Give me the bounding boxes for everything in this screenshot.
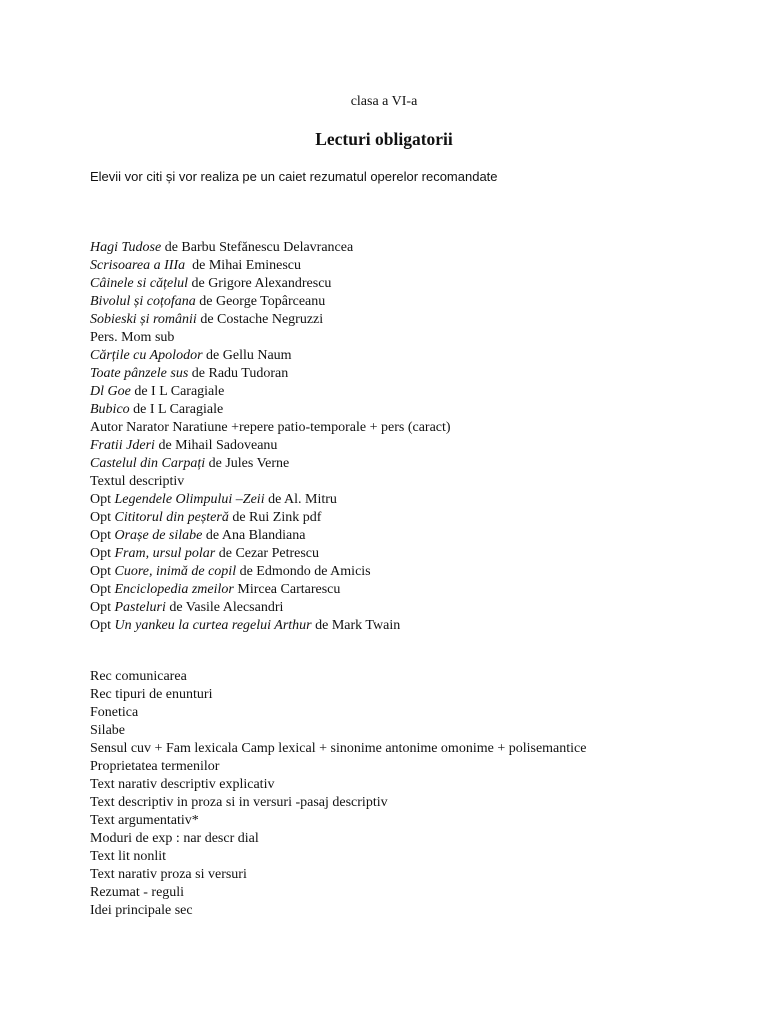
reading-author: de Jules Verne: [205, 456, 290, 471]
reading-item: [90, 419, 451, 437]
reading-title: Fratii Jderi: [90, 438, 155, 453]
reading-title: Legendele Olimpului –Zeii: [114, 492, 265, 507]
reading-author: de Edmondo de Amicis: [236, 564, 371, 579]
reading-author: de I L Caragiale: [129, 402, 224, 417]
reading-prefix: Opt: [90, 492, 115, 507]
reading-item: [90, 527, 451, 545]
reading-prefix: Pers. Mom sub: [90, 330, 175, 345]
reading-item: [90, 581, 451, 599]
reading-title: Enciclopedia zmeilor: [114, 582, 234, 597]
topic-item: Idei principale sec: [90, 903, 193, 918]
topic-item: Moduri de exp : nar descr dial: [90, 831, 259, 846]
topic-item: Proprietatea termenilor: [90, 759, 220, 774]
topic-item: Fonetica: [90, 705, 139, 720]
topic-item: Text argumentativ*: [90, 813, 199, 828]
topic-item: Rec comunicarea: [90, 669, 187, 684]
reading-title: Fram, ursul polar: [114, 546, 216, 561]
reading-prefix: Opt: [90, 618, 115, 633]
reading-item: [90, 383, 451, 401]
reading-author: de Al. Mitru: [264, 492, 337, 507]
reading-prefix: Opt: [90, 600, 115, 615]
reading-title: Sobieski și românii: [90, 312, 197, 327]
reading-title: Bivolul și coțofana: [90, 294, 196, 309]
reading-item: [90, 509, 451, 527]
reading-author: de Mihai Eminescu: [185, 258, 302, 273]
reading-item: [90, 437, 451, 455]
reading-item: [90, 311, 451, 329]
reading-title: Pasteluri: [114, 600, 166, 615]
reading-author: de Mihail Sadoveanu: [154, 438, 278, 453]
reading-item: [90, 293, 451, 311]
reading-title: Dl Goe: [90, 384, 131, 399]
reading-author: de Rui Zink pdf: [228, 510, 322, 525]
reading-author: de Mark Twain: [311, 618, 401, 633]
reading-author: de Radu Tudoran: [188, 366, 289, 381]
reading-item: [90, 239, 451, 257]
class-label: clasa a VI-a: [350, 94, 418, 109]
reading-title: Castelul din Carpați: [90, 456, 206, 471]
reading-item: [90, 275, 451, 293]
topic-item: Text narativ proza si versuri: [90, 867, 247, 882]
reading-item: [90, 617, 451, 635]
reading-title: Un yankeu la curtea regelui Arthur: [114, 618, 312, 633]
reading-item: [90, 473, 451, 491]
reading-author: de Grigore Alexandrescu: [187, 276, 332, 291]
topic-list: [90, 668, 586, 920]
reading-item: [90, 401, 451, 419]
page-title: Lecturi obligatorii: [315, 129, 453, 149]
topic-item: Text descriptiv in proza si in versuri -pasaj descriptiv: [90, 795, 388, 810]
reading-title: Câinele si cățelul: [90, 276, 188, 291]
reading-item: [90, 491, 451, 509]
reading-item: [90, 347, 451, 365]
topic-item: Rec tipuri de enunturi: [90, 687, 213, 702]
reading-item: [90, 365, 451, 383]
reading-title: Cărțile cu Apolodor: [90, 348, 203, 363]
reading-item: [90, 455, 451, 473]
intro-text: Elevii vor citi și vor realiza pe un caiet rezumatul operelor recomandate: [90, 169, 498, 184]
reading-prefix: Opt: [90, 528, 115, 543]
reading-prefix: Opt: [90, 564, 115, 579]
reading-author: de Ana Blandiana: [202, 528, 306, 543]
reading-item: [90, 257, 451, 275]
reading-prefix: Opt: [90, 582, 115, 597]
reading-list: [90, 239, 451, 635]
reading-author: de George Topârceanu: [195, 294, 326, 309]
topic-item: Sensul cuv + Fam lexicala Camp lexical + sinonime antonime omonime + polisemantice: [90, 741, 587, 756]
reading-author: Mircea Cartarescu: [233, 582, 341, 597]
topic-item: Text narativ descriptiv explicativ: [90, 777, 275, 792]
reading-author: de Barbu Stefănescu Delavrancea: [161, 240, 354, 255]
topic-item: Text lit nonlit: [90, 849, 167, 864]
reading-title: Scrisoarea a IIIa: [90, 258, 186, 273]
reading-title: Hagi Tudose: [90, 240, 162, 255]
topic-item: Rezumat - reguli: [90, 885, 185, 900]
reading-prefix: Autor Narator Naratiune +repere patio-temporale + pers (caract): [90, 420, 451, 435]
reading-title: Orașe de silabe: [114, 528, 203, 543]
reading-author: de Gellu Naum: [202, 348, 292, 363]
reading-prefix: Opt: [90, 510, 115, 525]
topic-item: Silabe: [90, 723, 125, 738]
reading-title: Cuore, inimă de copil: [114, 564, 237, 579]
reading-title: Cititorul din peșteră: [114, 510, 229, 525]
reading-prefix: Opt: [90, 546, 115, 561]
reading-author: de Costache Negruzzi: [196, 312, 324, 327]
reading-author: de Cezar Petrescu: [215, 546, 320, 561]
reading-item: [90, 599, 451, 617]
reading-prefix: Textul descriptiv: [90, 474, 185, 489]
reading-author: de Vasile Alecsandri: [165, 600, 284, 615]
reading-title: Bubico: [90, 402, 130, 417]
reading-item: [90, 563, 451, 581]
reading-title: Toate pânzele sus: [90, 366, 189, 381]
reading-item: [90, 545, 451, 563]
reading-author: de I L Caragiale: [130, 384, 225, 399]
reading-item: [90, 329, 451, 347]
